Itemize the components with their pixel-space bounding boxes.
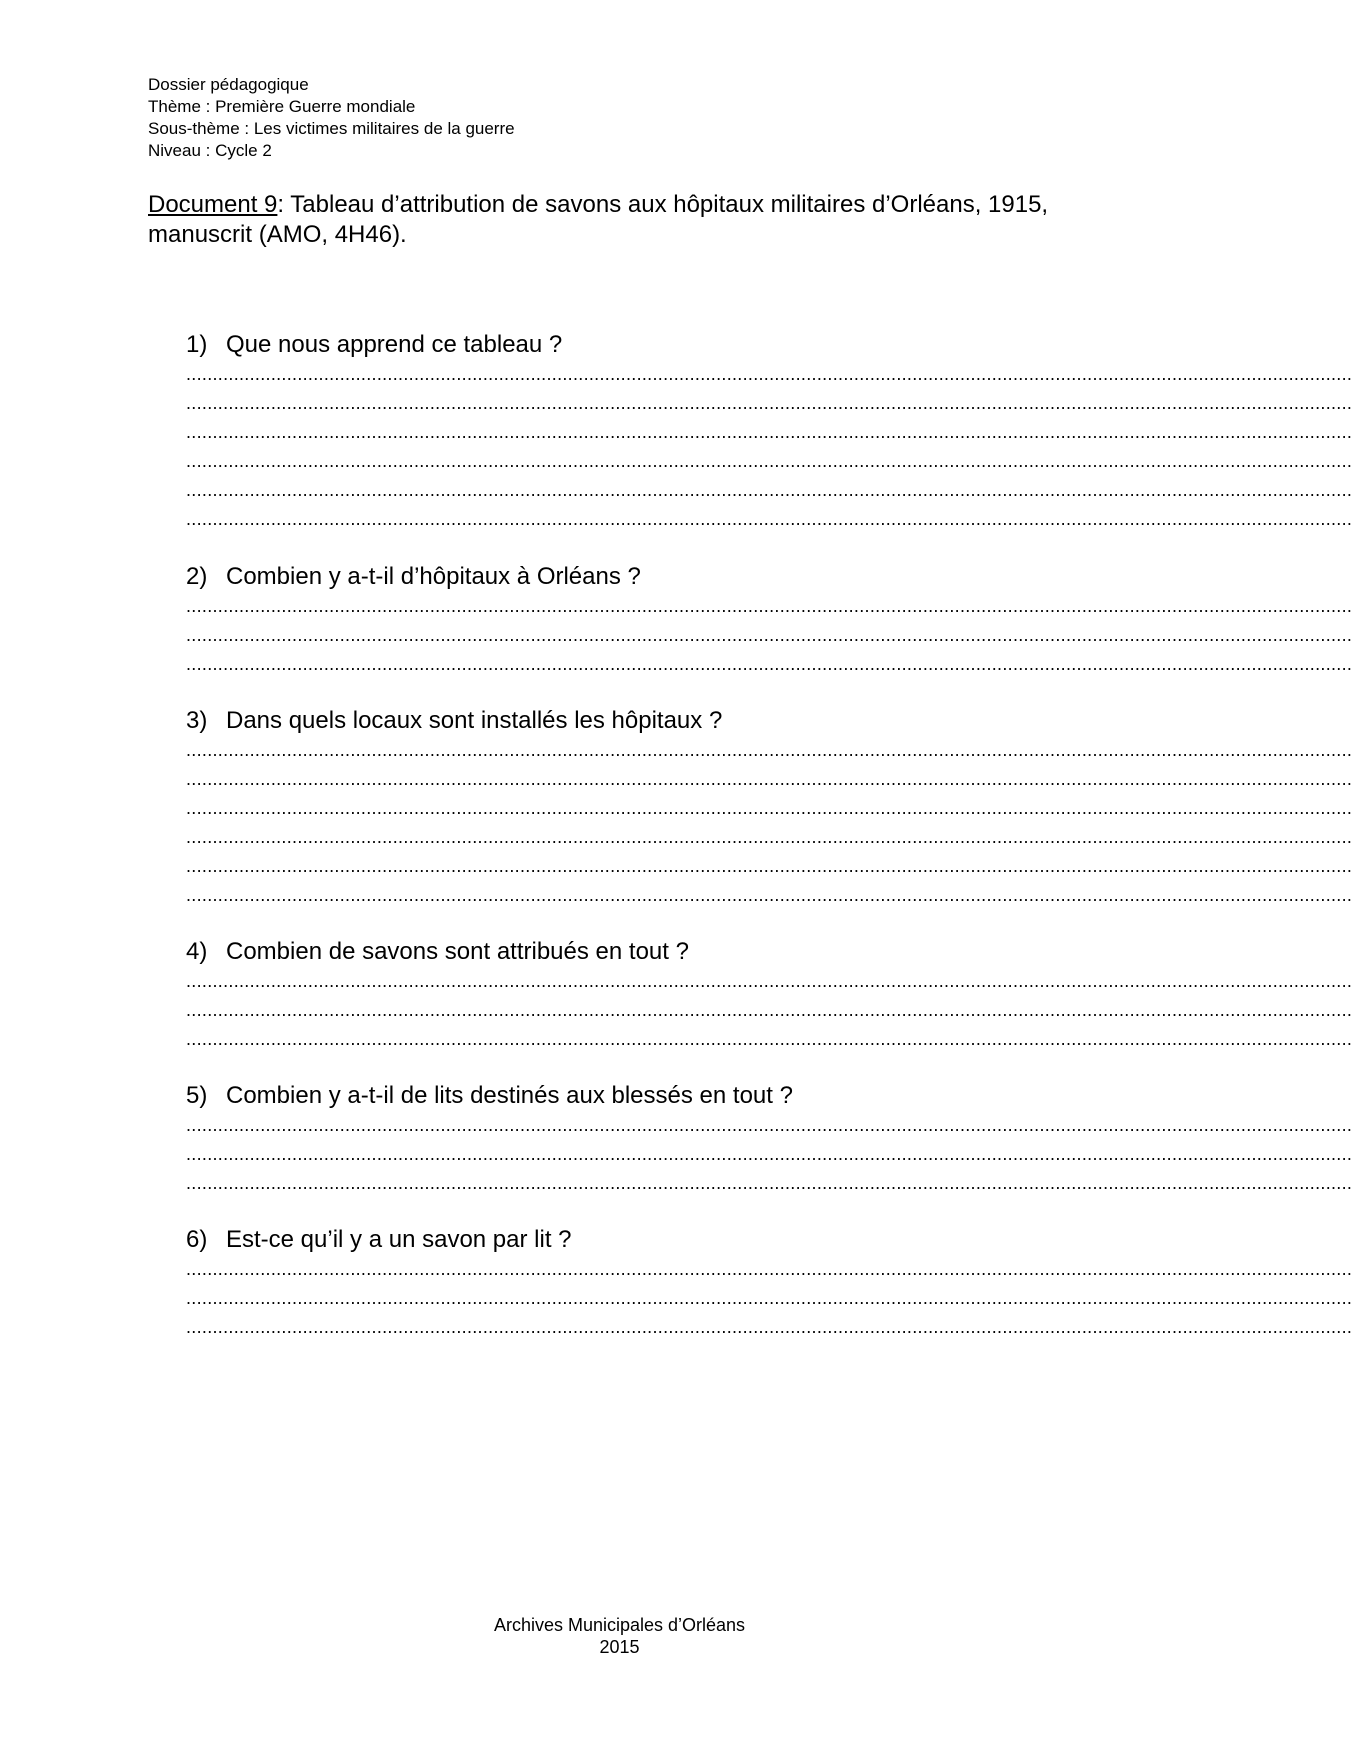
question-3 <box>186 706 1352 910</box>
answer-line[interactable]: ............................................................................................................................................................................................................................ <box>186 885 1352 905</box>
answer-line[interactable]: ............................................................................................................................................................................................................................ <box>186 393 1352 413</box>
question-6 <box>186 1225 1352 1342</box>
answer-area[interactable] <box>186 967 1352 1054</box>
question-number: 6) <box>186 1226 208 1253</box>
document-title <box>148 190 1108 250</box>
footer-institution: Archives Municipales d’Orléans <box>493 1615 746 1635</box>
answer-line[interactable]: ............................................................................................................................................................................................................................ <box>186 625 1352 645</box>
answer-area[interactable] <box>186 1255 1352 1342</box>
answer-line[interactable]: ............................................................................................................................................................................................................................ <box>186 1317 1352 1337</box>
document-description: : Tableau d’attribution de savons aux hôpitaux militaires d’Orléans, 1915, manuscrit (AMO, 4H46). <box>148 191 1049 248</box>
question-text: Dans quels locaux sont installés les hôpitaux ? <box>226 707 723 734</box>
answer-area[interactable] <box>186 736 1352 910</box>
answer-line[interactable]: ............................................................................................................................................................................................................................ <box>186 1173 1352 1193</box>
dossier-label: Dossier pédagogique <box>148 75 309 94</box>
answer-line[interactable]: ............................................................................................................................................................................................................................ <box>186 480 1352 500</box>
question-text: Est-ce qu’il y a un savon par lit ? <box>226 1226 572 1253</box>
answer-line[interactable]: ............................................................................................................................................................................................................................ <box>186 1115 1352 1135</box>
answer-line[interactable]: ............................................................................................................................................................................................................................ <box>186 451 1352 471</box>
answer-line[interactable]: ............................................................................................................................................................................................................................ <box>186 740 1352 760</box>
question-2 <box>186 562 1352 679</box>
answer-line[interactable]: ............................................................................................................................................................................................................................ <box>186 1144 1352 1164</box>
answer-line[interactable]: ............................................................................................................................................................................................................................ <box>186 596 1352 616</box>
question-text: Combien de savons sont attribués en tout ? <box>226 938 689 965</box>
theme-label: Thème : Première Guerre mondiale <box>148 97 416 116</box>
answer-line[interactable]: ............................................................................................................................................................................................................................ <box>186 364 1352 384</box>
question-number: 3) <box>186 707 208 734</box>
question-1 <box>186 330 1352 534</box>
answer-line[interactable]: ............................................................................................................................................................................................................................ <box>186 509 1352 529</box>
answer-line[interactable]: ............................................................................................................................................................................................................................ <box>186 422 1352 442</box>
answer-line[interactable]: ............................................................................................................................................................................................................................ <box>186 827 1352 847</box>
question-text: Combien y a-t-il de lits destinés aux blessés en tout ? <box>226 1082 793 1109</box>
level-label: Niveau : Cycle 2 <box>148 141 272 160</box>
answer-line[interactable]: ............................................................................................................................................................................................................................ <box>186 1029 1352 1049</box>
question-number: 2) <box>186 563 208 590</box>
answer-line[interactable]: ............................................................................................................................................................................................................................ <box>186 769 1352 789</box>
subtheme-label: Sous-thème : Les victimes militaires de la guerre <box>148 119 515 138</box>
answer-area[interactable] <box>186 592 1352 679</box>
answer-line[interactable]: ............................................................................................................................................................................................................................ <box>186 654 1352 674</box>
footer-year: 2015 <box>599 1637 640 1657</box>
question-4 <box>186 937 1352 1054</box>
answer-line[interactable]: ............................................................................................................................................................................................................................ <box>186 971 1352 991</box>
question-text: Combien y a-t-il d’hôpitaux à Orléans ? <box>226 563 641 590</box>
question-number: 5) <box>186 1082 208 1109</box>
answer-area[interactable] <box>186 360 1352 534</box>
question-text: Que nous apprend ce tableau ? <box>226 331 563 358</box>
answer-line[interactable]: ............................................................................................................................................................................................................................ <box>186 1288 1352 1308</box>
document-label: Document 9 <box>148 191 278 218</box>
document-header <box>148 74 515 162</box>
document-footer <box>0 1614 1239 1658</box>
answer-area[interactable] <box>186 1111 1352 1198</box>
question-number: 4) <box>186 938 208 965</box>
answer-line[interactable]: ............................................................................................................................................................................................................................ <box>186 856 1352 876</box>
question-5 <box>186 1081 1352 1198</box>
answer-line[interactable]: ............................................................................................................................................................................................................................ <box>186 1000 1352 1020</box>
answer-line[interactable]: ............................................................................................................................................................................................................................ <box>186 798 1352 818</box>
question-number: 1) <box>186 331 208 358</box>
answer-line[interactable]: ............................................................................................................................................................................................................................ <box>186 1259 1352 1279</box>
